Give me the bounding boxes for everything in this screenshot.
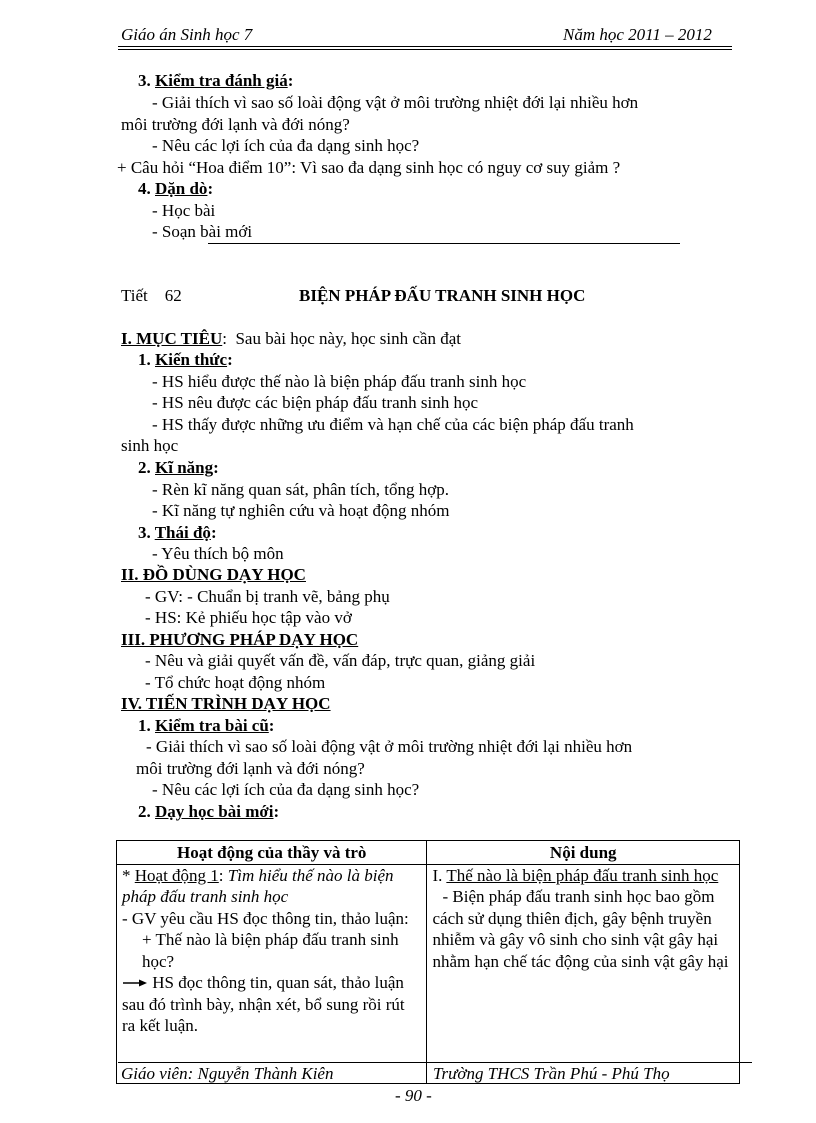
footer-teacher: Giáo viên: Nguyễn Thành Kiên [121,1064,334,1083]
check-q1a: - Giải thích vì sao số loài động vật ở môi trường nhiệt đới lại nhiều hơn [152,93,639,112]
new-lesson-num: 2. [138,802,151,821]
homework-heading: 4. Dặn dò: [138,179,214,198]
review-heading: 1. Kiểm tra bài cũ: [138,716,275,735]
materials-gv: - GV: - Chuẩn bị tranh vẽ, bảng phụ [145,587,390,606]
gv-request: - GV yêu cầu HS đọc thông tin, thảo luận: [122,908,409,928]
right-arrow-icon [122,978,148,988]
knowledge-title: Kiến thức [155,350,228,369]
page-number: - 90 - [395,1086,432,1105]
knowledge-3b: sinh học [121,436,179,455]
skills-heading: 2. Kĩ năng: [138,458,219,477]
review-title: Kiểm tra bài cũ [155,716,269,735]
col1-header: Hoạt động của thầy và trò [117,841,427,865]
period-label-text: Tiết [121,286,148,305]
header-left: Giáo án Sinh học 7 [121,25,253,44]
objectives-heading: I. MỤC TIÊU: Sau bài học này, học sinh cần đạt [121,329,461,348]
activity-table [116,840,740,1084]
objectives-intro: Sau bài học này, học sinh cần đạt [235,329,461,348]
table-row [117,864,740,1083]
knowledge-heading: 1. Kiến thức: [138,350,233,369]
question: + Thế nào là biện pháp đấu tranh sinh học? [142,930,399,971]
attitude-num: 3. [138,523,151,542]
knowledge-2: - HS nêu được các biện pháp đấu tranh sinh học [152,393,478,412]
methods-heading: III. PHƯƠNG PHÁP DẠY HỌC [121,630,359,649]
check-heading: 3. Kiểm tra đánh giá: [138,71,294,90]
period-number: 62 [164,286,182,305]
check-title: Kiểm tra đánh giá [155,71,288,90]
attitude-title: Thái độ [154,523,211,542]
activity-star: * [122,865,131,885]
review-q2: - Nêu các lợi ích của đa dạng sinh học? [152,780,420,799]
header-right: Năm học 2011 – 2012 [563,25,712,44]
footer-school: Trường THCS Trần Phú - Phú Thọ [433,1064,670,1083]
period-label [121,285,182,306]
footer-rule [118,1062,752,1063]
knowledge-num: 1. [138,350,151,369]
methods-2: - Tổ chức hoạt động nhóm [145,673,326,692]
check-q1b: môi trường đới lạnh và đới nóng? [121,115,350,134]
skills-num: 2. [138,458,151,477]
new-lesson-heading: 2. Dạy học bài mới: [138,802,280,821]
review-q1b: môi trường đới lạnh và đới nóng? [136,759,365,778]
new-lesson-title: Dạy học bài mới [155,802,274,821]
materials-heading: II. ĐỒ DÙNG DẠY HỌC [121,565,306,584]
content-text: - Biện pháp đấu tranh sinh học bao gồm cách sử dụng thiên địch, gây bệnh truyền nhiễm và gây vô sinh cho sinh vật gây hại nhằm hạn chế tác động của sinh vật gây hại [432,887,729,971]
objectives-heading-text: I. MỤC TIÊU [121,329,223,348]
review-q1a: - Giải thích vì sao số loài động vật ở môi trường nhiệt đới lại nhiều hơn [146,737,633,756]
lesson-title: BIỆN PHÁP ĐẤU TRANH SINH HỌC [299,286,586,305]
check-num: 3. [138,71,151,90]
homework-1: - Học bài [152,201,216,220]
materials-hs: - HS: Kẻ phiếu học tập vào vở [145,608,352,627]
bonus-question: + Câu hỏi “Hoa điểm 10”: Vì sao đa dạng sinh học có nguy cơ suy giảm ? [117,158,621,177]
skills-title: Kĩ năng [155,458,214,477]
attitude-heading: 3. Thái độ: [138,523,217,542]
methods-1: - Nêu và giải quyết vấn đề, vấn đáp, trực quan, giảng giải [145,651,536,670]
attitude-1: - Yêu thích bộ môn [152,544,284,563]
process-heading: IV. TIẾN TRÌNH DẠY HỌC [121,694,331,713]
content-section-num: I. [432,865,443,885]
skills-1: - Rèn kĩ năng quan sát, phân tích, tổng hợp. [152,480,449,499]
result-text: HS đọc thông tin, quan sát, thảo luận sau đó trình bày, nhận xét, bổ sung rồi rút ra kết luận. [122,973,405,1035]
table-header-row [117,841,740,865]
homework-num: 4. [138,179,151,198]
header-rule-2 [118,49,732,50]
knowledge-3a: - HS thấy được những ưu điểm và hạn chế của các biện pháp đấu tranh [152,415,634,434]
homework-2: - Soạn bài mới [152,222,253,241]
teacher-student-cell: * Hoạt động 1: Tìm hiểu thế nào là biện pháp đấu tranh sinh học - GV yêu cầu HS đọc thông tin, thảo luận: + Thế nào là biện pháp đấu tranh sinh học? HS đọc thông tin, quan sát, thảo luận sau đó trình bày, nhận xét, bổ sung rồi rút ra kết luận. [117,864,427,1083]
header-rule [118,46,732,47]
activity-label: Hoạt động 1 [134,865,219,885]
review-num: 1. [138,716,151,735]
content-section-title: Thế nào là biện pháp đấu tranh sinh học [446,865,719,885]
section-divider [208,243,680,244]
content-cell [427,864,740,1083]
homework-title: Dặn dò [155,179,208,198]
activity-desc: Tìm hiểu thế nào là biện pháp đấu tranh sinh học [122,865,394,906]
skills-2: - Kĩ năng tự nghiên cứu và hoạt động nhóm [152,501,450,520]
col2-header: Nội dung [427,841,740,865]
knowledge-1: - HS hiểu được thế nào là biện pháp đấu tranh sinh học [152,372,527,391]
check-q2: - Nêu các lợi ích của đa dạng sinh học? [152,136,420,155]
